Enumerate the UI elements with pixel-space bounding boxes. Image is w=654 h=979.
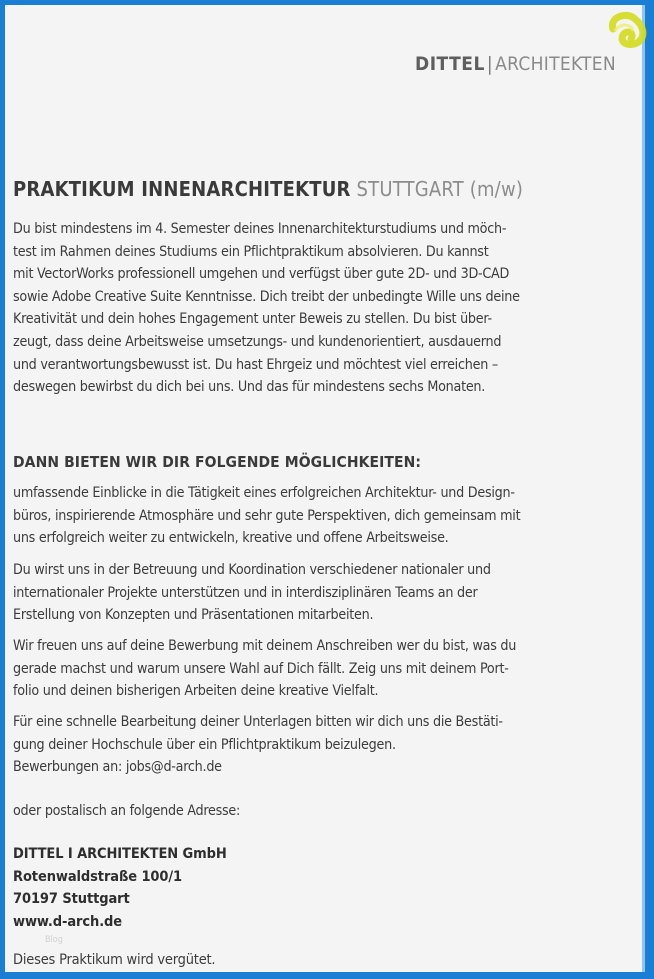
text-line: Du bist mindestens im 4. Semester deines Innenarchitekturstudiums und möch- xyxy=(13,221,507,237)
title-location: STUTTGART (m/w) xyxy=(356,177,524,201)
swirl-logo-icon xyxy=(601,9,649,53)
text-line: Erstellung von Konzepten und Präsentationen mitarbeiten. xyxy=(13,607,374,624)
apply-email-link[interactable]: jobs@d-arch.de xyxy=(125,759,222,776)
title-main: PRAKTIKUM INNENARCHITEKTUR xyxy=(13,177,351,201)
text-line: und verantwortungsbewusst ist. Du hast Ehrgeiz und möchtest viel erreichen – xyxy=(13,356,498,373)
text-line: internationaler Projekte unterstützen und in interdisziplinären Teams an der xyxy=(13,584,478,601)
text-line: sowie Adobe Creative Suite Kenntnisse. Dich treibt der unbedingte Wille uns deine xyxy=(13,288,520,305)
logo-separator: | xyxy=(486,53,494,75)
text-line: Du wirst uns in der Betreuung und Koordination verschiedener nationaler und xyxy=(13,562,491,578)
offer-paragraph-2 xyxy=(13,559,613,627)
offer-paragraph-3 xyxy=(13,635,613,703)
page-title xyxy=(13,177,523,201)
address-company: DITTEL I ARCHITEKTEN GmbH xyxy=(13,846,227,862)
text-line: zeugt, dass deine Arbeitsweise umsetzungs- und kundenorientiert, ausdauernd xyxy=(13,333,502,350)
offer-heading: DANN BIETEN WIR DIR FOLGENDE MÖGLICHKEITEN: xyxy=(13,453,422,471)
company-logo xyxy=(415,53,616,75)
text-line: uns erfolgreich weiter zu entwickeln, kreative und offene Arbeitsweise. xyxy=(13,530,449,547)
logo-name-bold: DITTEL xyxy=(415,53,485,75)
offer-paragraph-4 xyxy=(13,711,613,779)
text-line: umfassende Einblicke in die Tätigkeit eines erfolgreichen Architektur- und Design- xyxy=(13,485,515,501)
text-line: test im Rahmen deines Studiums ein Pflichtpraktikum absolvieren. Du kannst xyxy=(13,243,489,260)
ghost-watermark: Blog xyxy=(45,935,63,945)
footer-note: Dieses Praktikum wird vergütet. xyxy=(13,952,216,968)
apply-line xyxy=(13,756,613,779)
text-line: Kreativität und dein hohes Engagement unter Beweis zu stellen. Du bist über- xyxy=(13,311,492,328)
address-street: Rotenwaldstraße 100/1 xyxy=(13,868,183,885)
company-address xyxy=(13,843,227,933)
address-city: 70197 Stuttgart xyxy=(13,891,130,908)
text-line: Für eine schnelle Bearbeitung deiner Unterlagen bitten wir dich uns die Bestäti- xyxy=(13,714,503,730)
text-line: gung deiner Hochschule über ein Pflichtpraktikum beizulegen. xyxy=(13,736,396,753)
document-page xyxy=(5,5,645,972)
text-line: folio und deinen bisherigen Arbeiten deine kreative Vielfalt. xyxy=(13,683,379,700)
postal-intro xyxy=(13,800,613,823)
text-line: büros, inspirierende Atmosphäre und sehr gute Perspektiven, dich gemeinsam mit xyxy=(13,507,521,524)
text-line: gerade machst und warum unsere Wahl auf Dich fällt. Zeig uns mit deinem Port- xyxy=(13,660,509,677)
logo-name-light: ARCHITEKTEN xyxy=(495,53,616,75)
offer-paragraph-1 xyxy=(13,482,613,550)
text-line: deswegen bewirbst du dich bei uns. Und das für mindestens sechs Monaten. xyxy=(13,379,486,396)
address-website-link[interactable]: www.d-arch.de xyxy=(13,913,123,930)
text-line: mit VectorWorks professionell umgehen und verfügst über gute 2D- und 3D-CAD xyxy=(13,266,510,283)
text-line: oder postalisch an folgende Adresse: xyxy=(13,803,241,819)
text-line: Wir freuen uns auf deine Bewerbung mit deinem Anschreiben wer du bist, was du xyxy=(13,638,517,654)
apply-label: Bewerbungen an: xyxy=(13,759,126,776)
intro-paragraph xyxy=(13,218,613,399)
